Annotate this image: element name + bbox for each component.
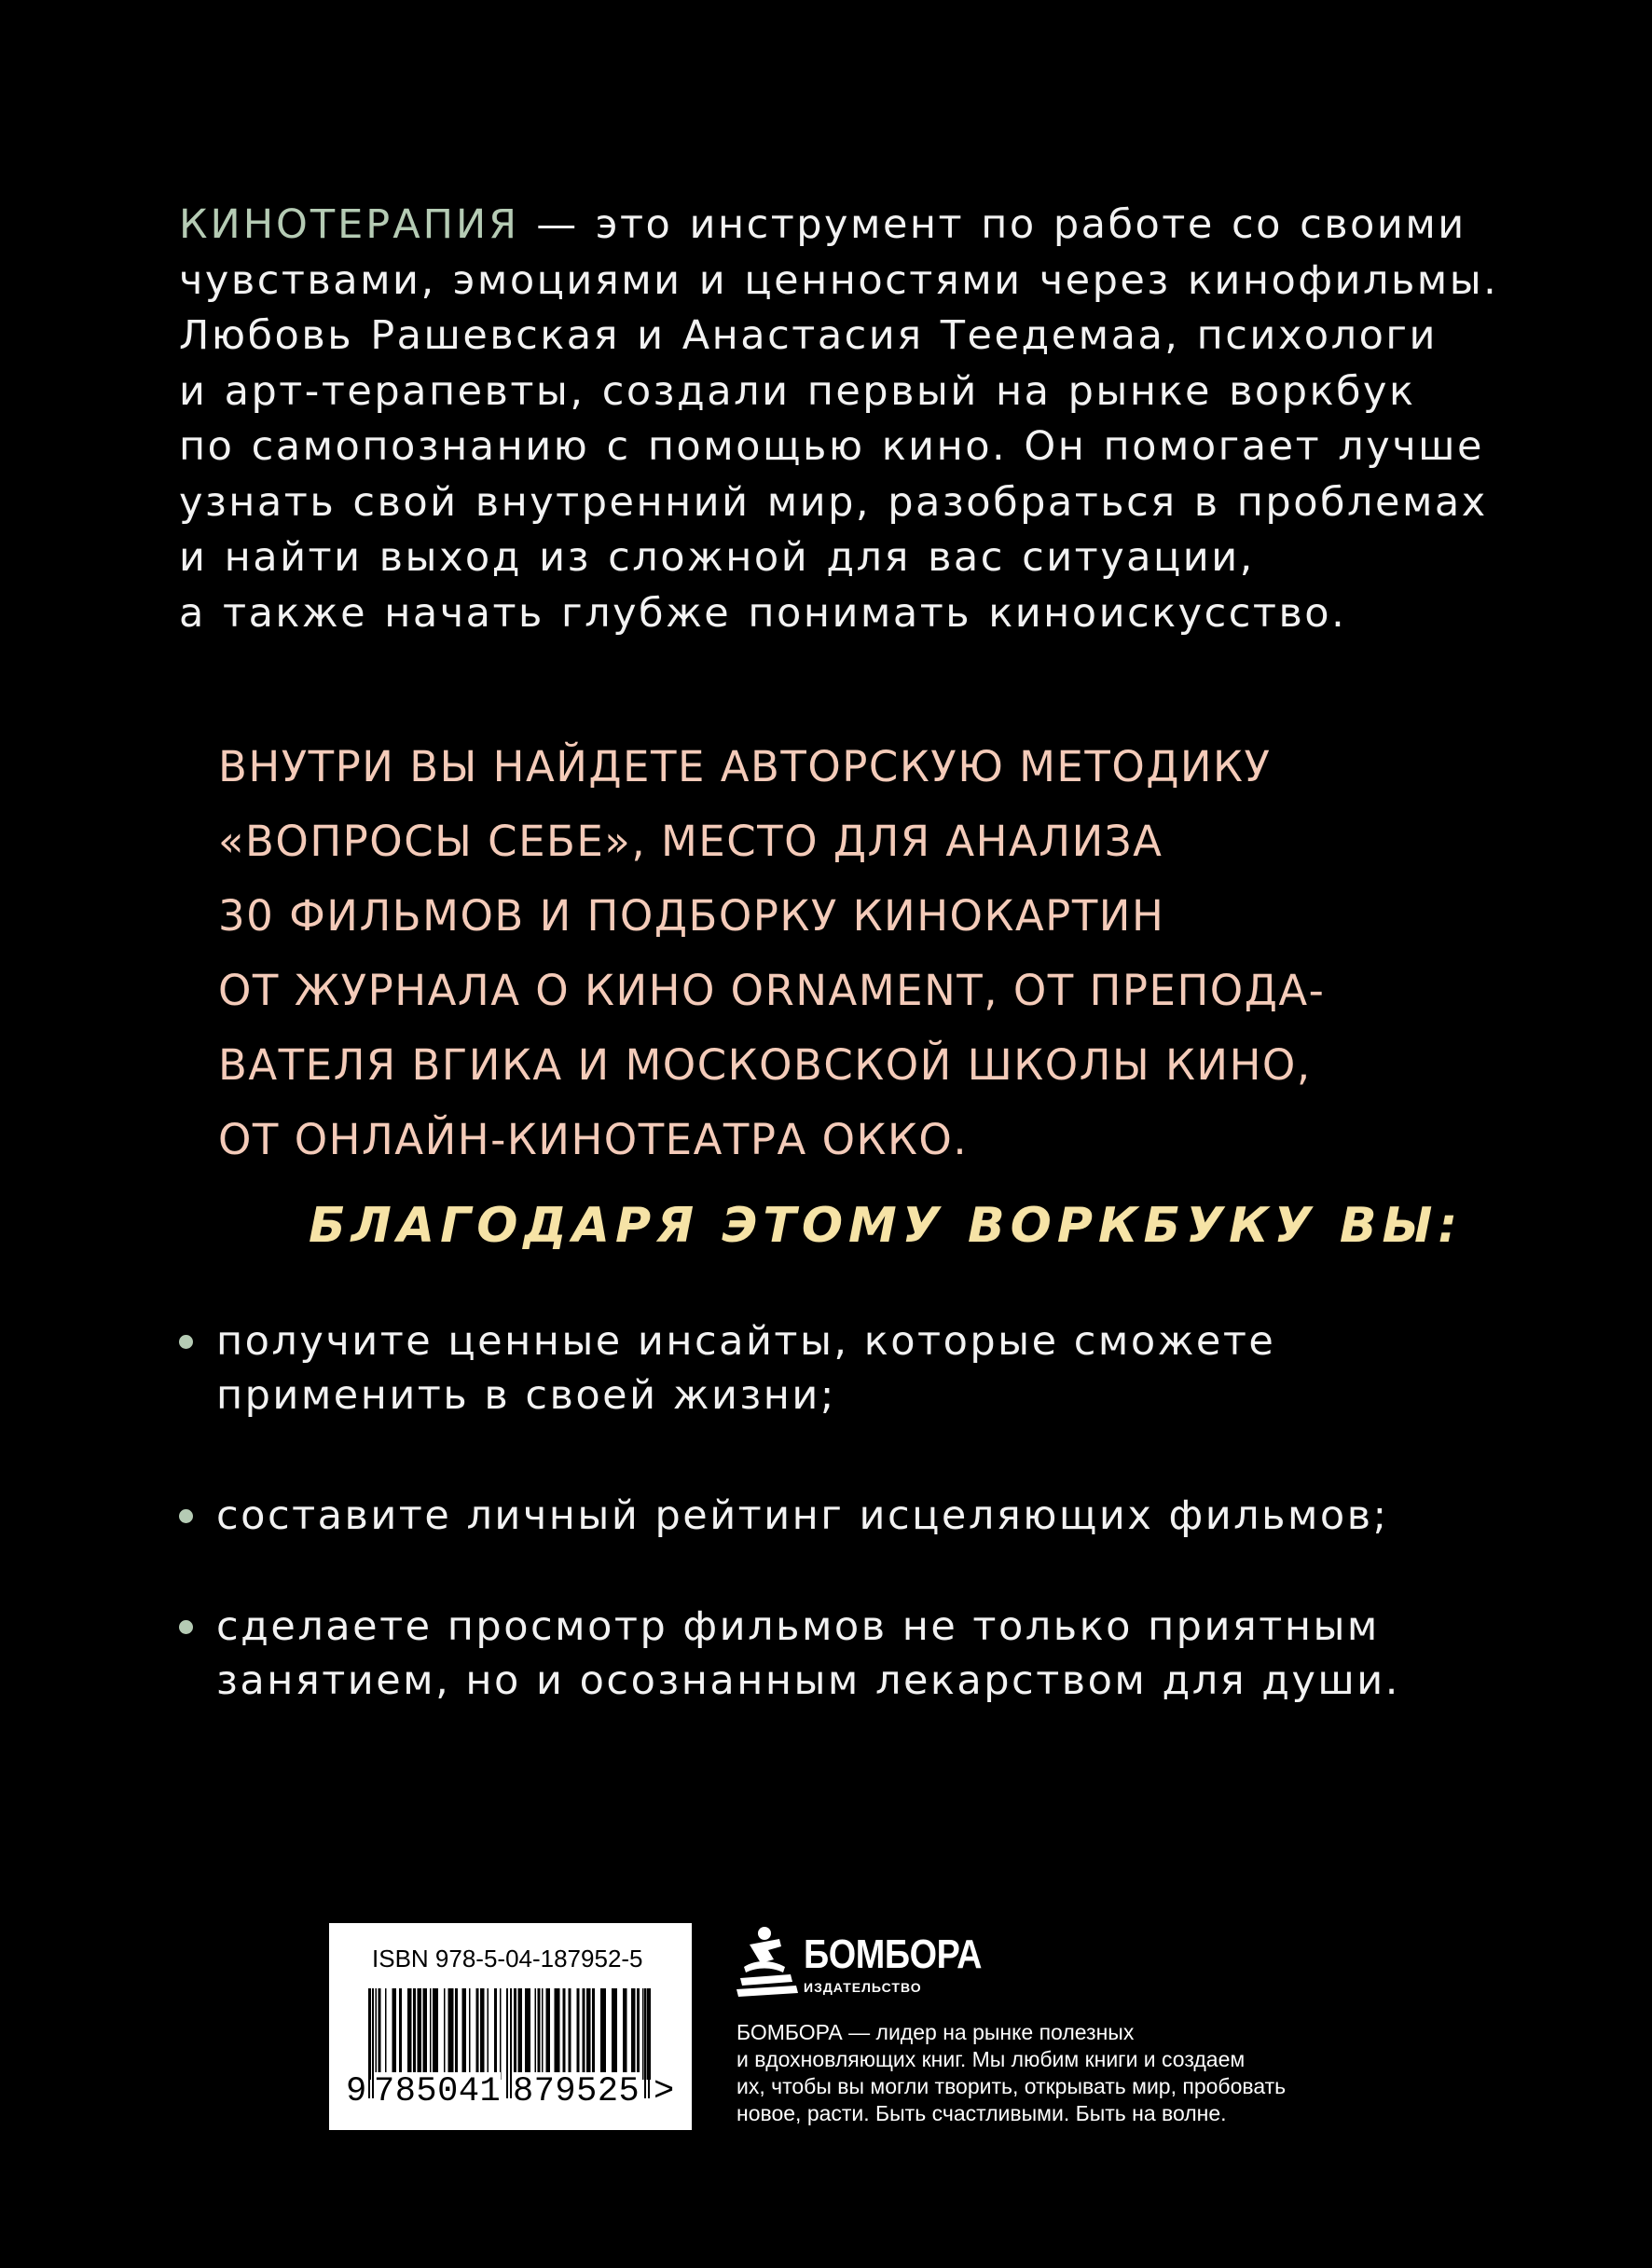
barcode-end-mark: >	[654, 2072, 675, 2111]
blurb-line: БОМБОРА — лидер на рынке полезных	[737, 2020, 1135, 2044]
inside-line: «ВОПРОСЫ СЕБЕ», МЕСТО ДЛЯ АНАЛИЗА	[218, 817, 1163, 866]
blurb-line: новое, расти. Быть счастливыми. Быть на волне.	[737, 2101, 1227, 2125]
inside-line: ОТ ОНЛАЙН-КИНОТЕАТРА ОККО.	[218, 1115, 969, 1164]
intro-line: и арт-терапевты, создали первый на рынке воркбук	[179, 367, 1416, 415]
benefit-line: сделаете просмотр фильмов не только приятным	[216, 1603, 1380, 1650]
publisher-subtitle: ИЗДАТЕЛЬСТВО	[804, 1980, 922, 1995]
barcode-digits-left: 785041	[374, 2072, 502, 2111]
isbn-label: ISBN 978-5-04-187952-5	[372, 1945, 643, 1972]
blurb-line: и вдохновляющих книг. Мы любим книги и создаем	[737, 2047, 1246, 2071]
publisher-blurb	[737, 2019, 1408, 2127]
intro-line-1	[179, 198, 1521, 254]
barcode-lead-digit: 9	[346, 2072, 367, 2111]
barcode-digits-right: 879525	[513, 2072, 640, 2111]
benefit-item	[179, 1600, 1484, 1708]
intro-line: и найти выход из сложной для вас ситуации,	[179, 534, 1255, 581]
publisher-logo	[737, 1926, 1007, 2000]
inside-line: ВНУТРИ ВЫ НАЙДЕТЕ АВТОРСКУЮ МЕТОДИКУ	[218, 742, 1272, 791]
bullet-dot-icon	[179, 1509, 193, 1523]
intro-paragraph	[179, 198, 1521, 641]
intro-highlight: КИНОТЕРАПИЯ	[179, 201, 520, 248]
intro-line: по самопознанию с помощью кино. Он помогает лучше	[179, 423, 1484, 470]
benefits-heading: БЛАГОДАРЯ ЭТОМУ ВОРКБУКУ ВЫ:	[309, 1198, 1464, 1254]
inside-line: ОТ ЖУРНАЛА О КИНО ORNAMENT, ОТ ПРЕПОДА-	[218, 966, 1326, 1015]
inside-line: ВАТЕЛЯ ВГИКА И МОСКОВСКОЙ ШКОЛЫ КИНО,	[218, 1040, 1312, 1090]
publisher-name: БОМБОРА	[804, 1931, 983, 1977]
intro-line-1-rest: — это инструмент по работе со своими	[519, 201, 1466, 248]
inside-description	[218, 730, 1337, 1177]
inside-line: 30 ФИЛЬМОВ И ПОДБОРКУ КИНОКАРТИН	[218, 891, 1165, 941]
isbn-barcode	[329, 1923, 692, 2130]
benefit-item	[179, 1489, 1484, 1543]
benefit-line: занятием, но и осознанным лекарством для души.	[216, 1657, 1400, 1704]
bullet-dot-icon	[179, 1620, 193, 1634]
surfer-wave-icon	[737, 1926, 802, 2000]
intro-line: Любовь Рашевская и Анастасия Теедемаа, психологи	[179, 312, 1438, 359]
bullet-dot-icon	[179, 1335, 193, 1349]
intro-line: а также начать глубже понимать киноискусство.	[179, 589, 1347, 637]
blurb-line: их, чтобы вы могли творить, открывать мир, пробовать	[737, 2074, 1287, 2098]
benefit-item	[179, 1314, 1484, 1423]
intro-line: узнать свой внутренний мир, разобраться в проблемах	[179, 478, 1488, 526]
benefit-line: составите личный рейтинг исцеляющих фильмов;	[216, 1492, 1389, 1539]
benefit-line: получите ценные инсайты, которые сможете	[216, 1318, 1276, 1365]
intro-line: чувствами, эмоциями и ценностями через кинофильмы.	[179, 256, 1499, 304]
benefit-line: применить в своей жизни;	[216, 1372, 836, 1419]
